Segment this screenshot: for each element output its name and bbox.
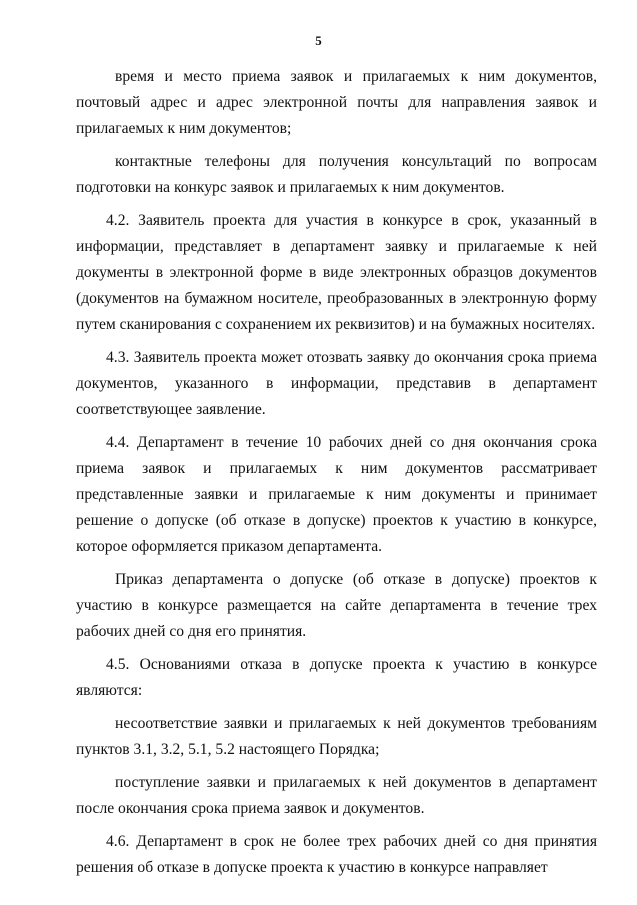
page-number: 5 xyxy=(315,33,322,48)
paragraph-contact-phones: контактные телефоны для получения консультаций по вопросам подготовки на конкурс заявок и прилагаемых к ним документов. xyxy=(76,153,597,196)
paragraph-4-5: 4.5. Основаниями отказа в допуске проекта к участию в конкурсе являются: xyxy=(76,656,597,699)
document-body xyxy=(76,64,597,888)
paragraph-reason-late-submission: поступление заявки и прилагаемых к ней документов в департамент после окончания срока приема заявок и документов. xyxy=(76,774,597,817)
paragraph-4-6: 4.6. Департамент в срок не более трех рабочих дней со дня принятия решения об отказе в допуске проекта к участию в конкурсе направляет xyxy=(76,833,597,876)
paragraph-4-4: 4.4. Департамент в течение 10 рабочих дней со дня окончания срока приема заявок и прилагаемых к ним документов рассматривает представленные заявки и прилагаемые к ним документы и принимает решение о допуске (об отказе в допуске) проектов к участию в конкурсе, которое оформляется приказом департамента. xyxy=(76,434,597,555)
paragraph-4-2: 4.2. Заявитель проекта для участия в конкурсе в срок, указанный в информации, представляет в департамент заявку и прилагаемые к ней документы в электронной форме в виде электронных образцов документов (документов на бумажном носителе, преобразованных в электронную форму путем сканирования с сохранением их реквизитов) и на бумажных носителях. xyxy=(76,212,597,333)
paragraph-4-3: 4.3. Заявитель проекта может отозвать заявку до окончания срока приема документов, указанного в информации, представив в департамент соответствующее заявление. xyxy=(76,349,597,418)
paragraph-order-publication: Приказ департамента о допуске (об отказе в допуске) проектов к участию в конкурсе размещается на сайте департамента в течение трех рабочих дней со дня его принятия. xyxy=(76,571,597,640)
paragraph-reception-time-place: время и место приема заявок и прилагаемых к ним документов, почтовый адрес и адрес электронной почты для направления заявок и прилагаемых к ним документов; xyxy=(76,68,597,137)
paragraph-reason-noncompliance: несоответствие заявки и прилагаемых к ней документов требованиям пунктов 3.1, 3.2, 5.1, 5.2 настоящего Порядка; xyxy=(76,715,597,758)
